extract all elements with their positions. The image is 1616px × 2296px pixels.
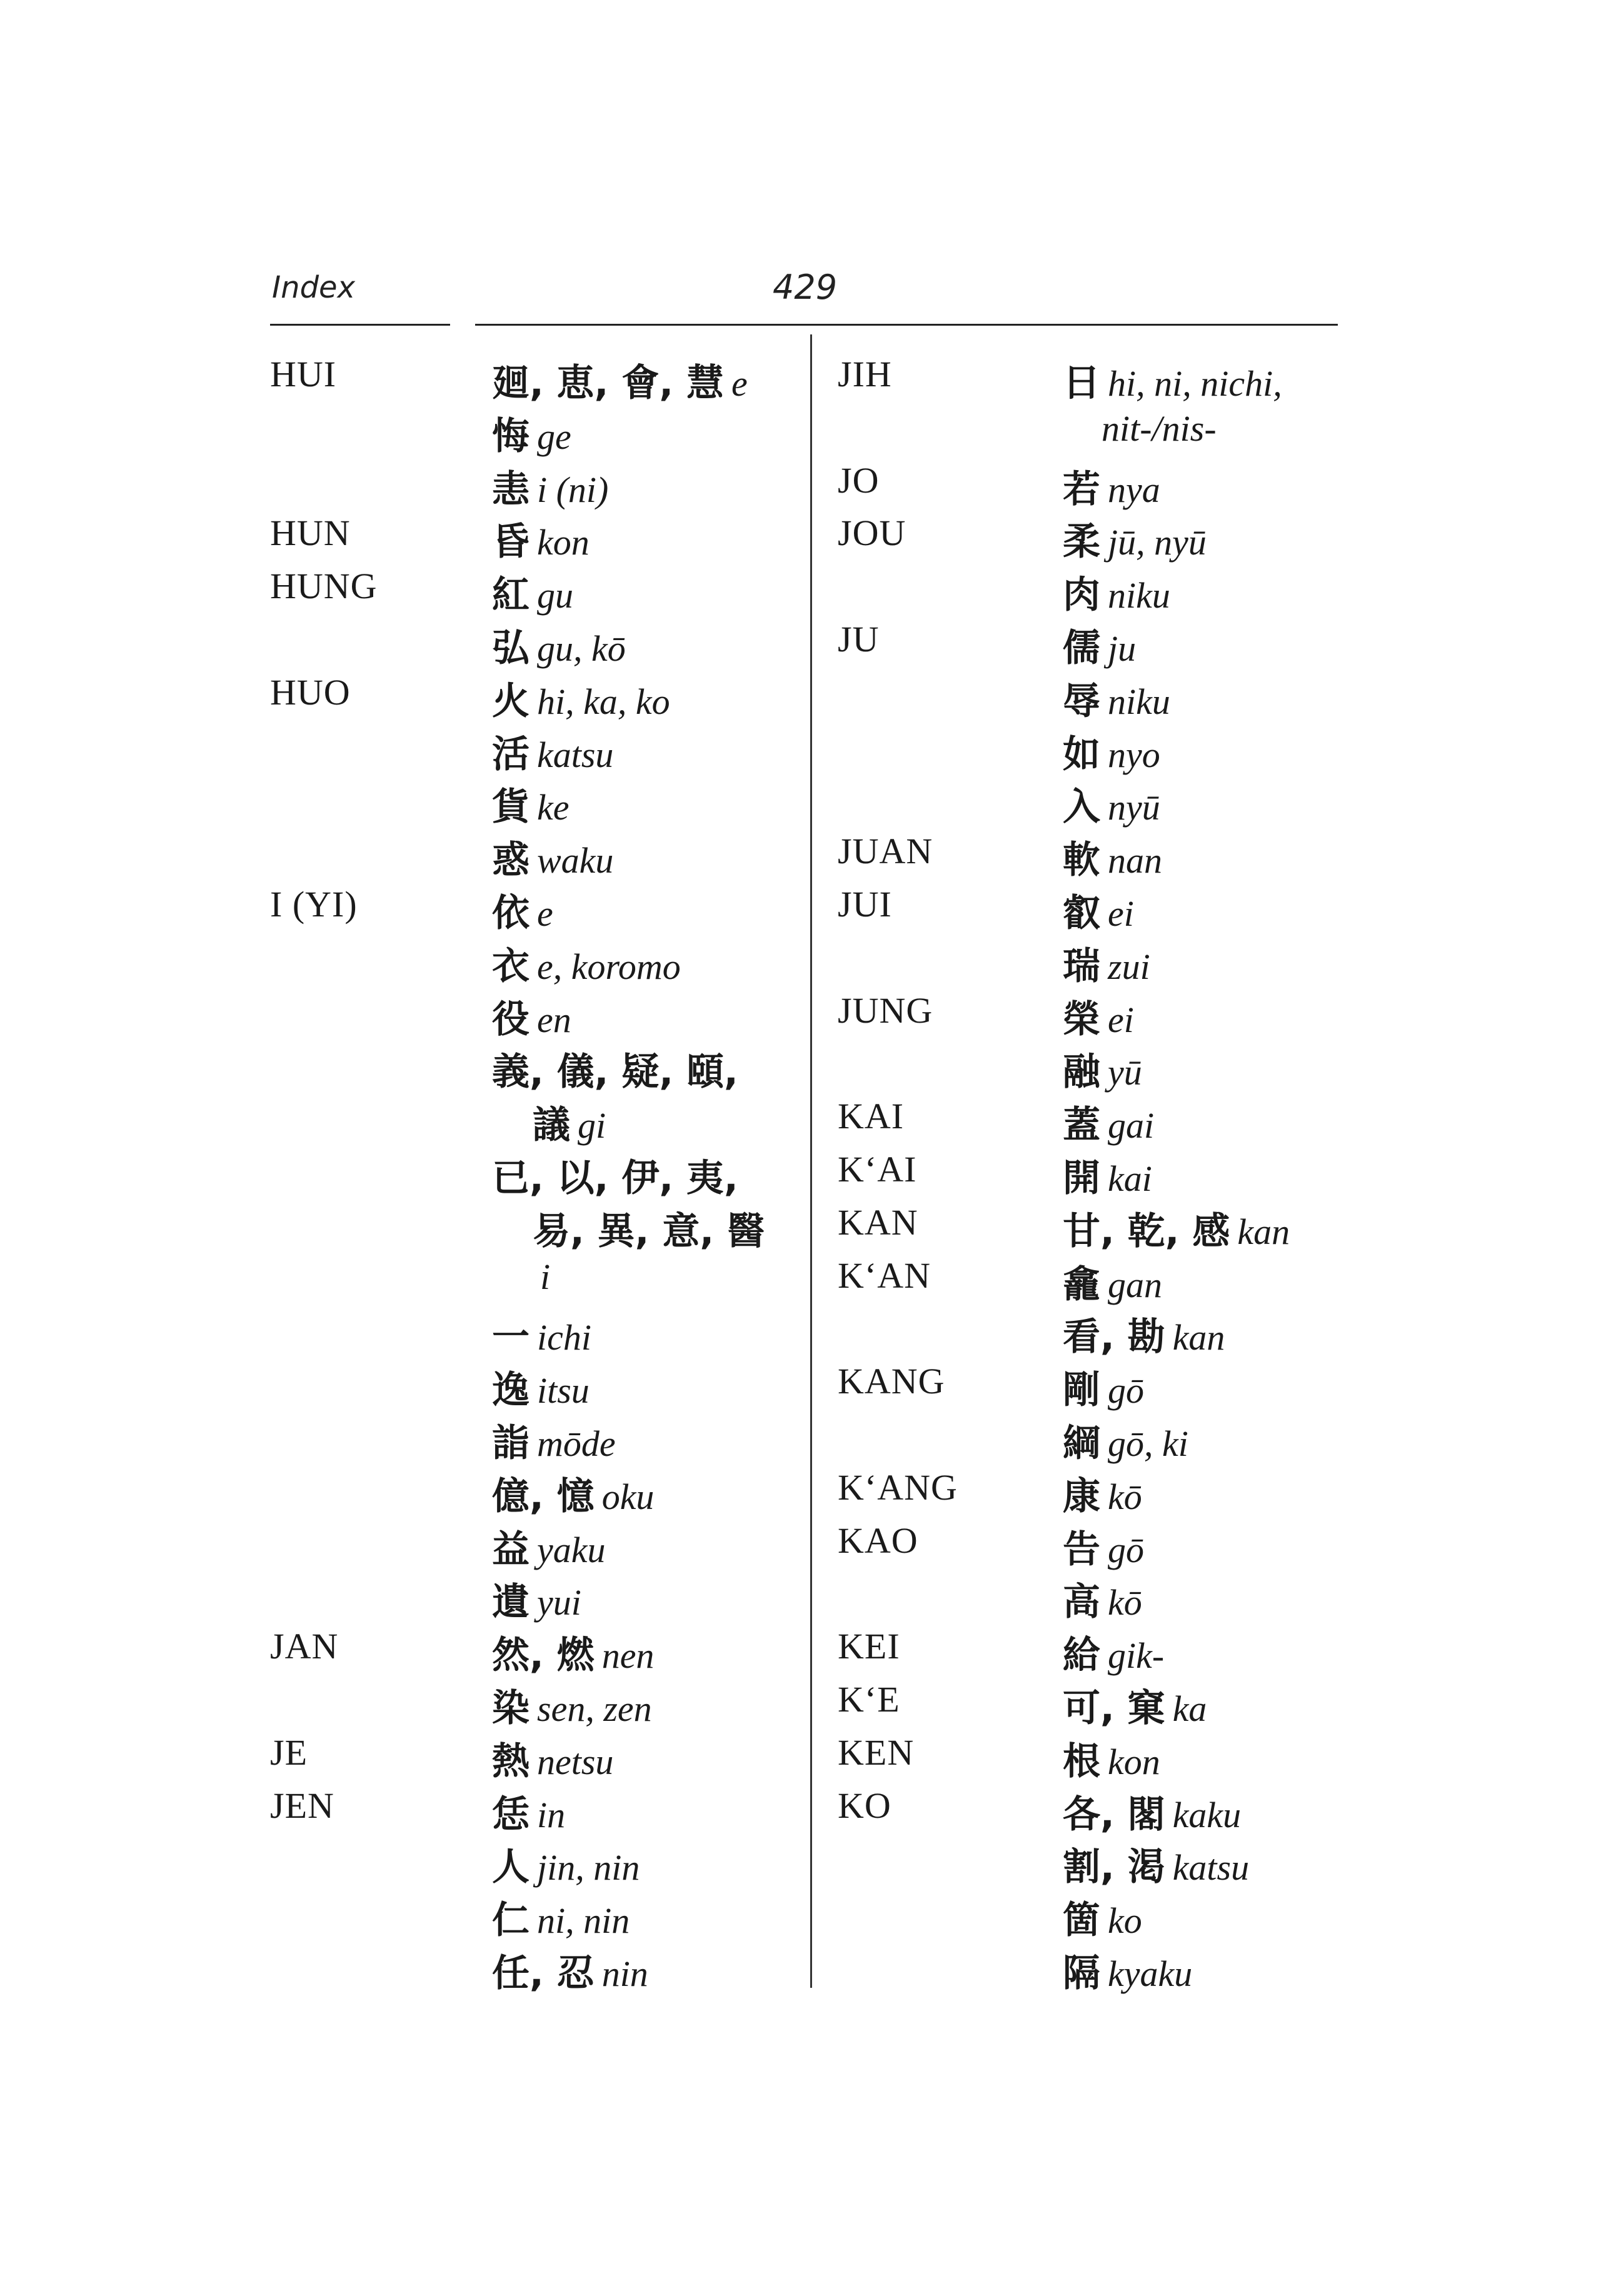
kanji-characters: 活 <box>492 733 529 776</box>
entry-text <box>1063 618 1136 672</box>
kanji-characters: 役 <box>492 998 529 1041</box>
japanese-reading: netsu <box>537 1742 614 1782</box>
kanji-characters: 割, 渇 <box>1063 1845 1165 1889</box>
syllable-heading: K‘E <box>838 1679 900 1720</box>
japanese-reading: nyo <box>1108 734 1160 775</box>
kanji-characters: 融 <box>1063 1050 1100 1094</box>
running-header-label: Index <box>272 270 355 305</box>
kanji-characters: 如 <box>1063 733 1100 776</box>
entry-text <box>1063 990 1134 1043</box>
japanese-reading: in <box>537 1795 566 1835</box>
entry-text <box>492 724 613 778</box>
entry-text <box>492 1572 581 1626</box>
kanji-characters: 染 <box>492 1687 529 1730</box>
entry-text <box>1063 1943 1192 1997</box>
syllable-heading: HUNG <box>270 566 378 606</box>
syllable-heading: HUI <box>270 354 337 394</box>
japanese-reading: nin <box>601 1953 648 1994</box>
japanese-reading: nan <box>1108 840 1162 881</box>
syllable-heading: JU <box>838 619 880 659</box>
entry-text <box>1063 936 1150 990</box>
japanese-reading: kyaku <box>1108 1953 1193 1994</box>
entry-text <box>1063 565 1170 619</box>
entry-text <box>492 512 590 566</box>
japanese-reading: niku <box>1108 575 1170 616</box>
entry-text <box>1094 406 1217 450</box>
syllable-heading: KEN <box>838 1732 915 1773</box>
kanji-characters: 廻, 恵, 會, 慧 <box>492 361 725 405</box>
japanese-reading: kaku <box>1172 1795 1242 1835</box>
entry-text <box>492 353 748 407</box>
kanji-characters: 益 <box>492 1528 529 1572</box>
entry-text <box>1063 883 1134 937</box>
kanji-characters: 熱 <box>492 1740 529 1783</box>
japanese-reading: ju <box>1108 628 1137 669</box>
japanese-reading: jū, nyū <box>1108 522 1207 563</box>
kanji-characters: 根 <box>1063 1740 1100 1783</box>
entry-text <box>1063 1201 1290 1255</box>
entry-text <box>492 990 571 1043</box>
entry-text <box>492 1943 648 1997</box>
kanji-characters: 仁 <box>492 1898 529 1942</box>
japanese-reading: gu <box>537 575 573 616</box>
kanji-characters: 議 <box>533 1103 570 1147</box>
kanji-characters: 日 <box>1063 361 1100 405</box>
entry-text <box>1063 777 1160 831</box>
entry-text <box>1063 1042 1142 1096</box>
japanese-reading: gō <box>1108 1370 1144 1411</box>
syllable-heading: JE <box>270 1732 308 1773</box>
entry-text <box>533 1201 772 1255</box>
kanji-characters: 遺 <box>492 1580 529 1624</box>
entry-text <box>492 671 670 725</box>
japanese-reading: kō <box>1108 1582 1142 1623</box>
japanese-reading: gai <box>1108 1105 1155 1146</box>
entry-text <box>492 1148 746 1202</box>
syllable-heading: JUI <box>838 884 892 925</box>
syllable-heading: KAN <box>838 1202 918 1243</box>
entry-text <box>1063 1360 1144 1414</box>
kanji-characters: 軟 <box>1063 838 1100 882</box>
entry-text <box>1063 830 1162 884</box>
kanji-characters: 逸 <box>492 1368 529 1412</box>
japanese-reading: jin, nin <box>537 1847 640 1888</box>
kanji-characters: 榮 <box>1063 998 1100 1041</box>
japanese-reading: e <box>731 363 748 404</box>
kanji-characters: 給 <box>1063 1633 1100 1677</box>
entry-text <box>1063 724 1160 778</box>
page-number: 429 <box>773 268 838 307</box>
japanese-reading: kon <box>1108 1742 1160 1782</box>
kanji-characters: 隔 <box>1063 1952 1100 1995</box>
syllable-heading: KAO <box>838 1520 918 1561</box>
kanji-characters: 箇 <box>1063 1898 1100 1942</box>
entry-text <box>1063 459 1160 513</box>
entry-text <box>1063 353 1282 407</box>
japanese-reading: oku <box>601 1476 655 1517</box>
entry-text <box>492 1837 640 1891</box>
kanji-characters: 瑞 <box>1063 945 1100 988</box>
kanji-characters: 已, 以, 伊, 夷, <box>492 1156 738 1200</box>
entry-text <box>533 1095 606 1149</box>
syllable-heading: KO <box>838 1785 891 1826</box>
kanji-characters: 入 <box>1063 785 1100 829</box>
entry-text <box>533 1255 550 1298</box>
entry-text <box>492 618 626 672</box>
kanji-characters: 可, 窠 <box>1063 1687 1165 1730</box>
japanese-reading: ichi <box>537 1317 591 1358</box>
kanji-characters: 紅 <box>492 573 529 617</box>
entry-text <box>1063 512 1207 566</box>
syllable-heading: JIH <box>838 354 892 394</box>
japanese-reading: yū <box>1108 1052 1142 1093</box>
japanese-reading: niku <box>1108 681 1170 722</box>
syllable-heading: K‘ANG <box>838 1467 958 1508</box>
entry-text <box>492 1466 654 1520</box>
syllable-heading: KAI <box>838 1096 905 1136</box>
kanji-characters: 剛 <box>1063 1368 1100 1412</box>
kanji-characters: 火 <box>492 679 529 723</box>
japanese-reading: ei <box>1108 893 1134 934</box>
japanese-reading: nen <box>601 1635 655 1676</box>
japanese-reading: sen, zen <box>537 1688 652 1729</box>
entry-text <box>492 459 608 513</box>
kanji-characters: 辱 <box>1063 679 1100 723</box>
entry-text <box>492 1732 613 1785</box>
entry-text <box>1063 1572 1142 1626</box>
japanese-reading: zui <box>1108 946 1150 987</box>
japanese-reading: ge <box>537 416 571 457</box>
kanji-characters: 昏 <box>492 520 529 564</box>
kanji-characters: 然, 燃 <box>492 1633 595 1677</box>
japanese-reading: gan <box>1108 1265 1162 1305</box>
entry-text <box>492 1413 616 1467</box>
entry-text <box>492 777 570 831</box>
kanji-characters: 龕 <box>1063 1263 1100 1306</box>
japanese-reading: nit-/nis- <box>1102 408 1217 449</box>
kanji-characters: 衣 <box>492 945 529 988</box>
entry-text <box>492 565 573 619</box>
kanji-characters: 弘 <box>492 626 529 670</box>
kanji-characters: 各, 閣 <box>1063 1793 1165 1837</box>
japanese-reading: yui <box>537 1582 581 1623</box>
syllable-heading: K‘AN <box>838 1255 931 1296</box>
japanese-reading: gi <box>578 1105 606 1146</box>
entry-text <box>1063 1732 1160 1785</box>
japanese-reading: i <box>540 1256 551 1297</box>
kanji-characters: 貨 <box>492 785 529 829</box>
japanese-reading: yaku <box>537 1530 606 1570</box>
japanese-reading: kon <box>537 522 590 563</box>
kanji-characters: 叡 <box>1063 891 1100 935</box>
kanji-characters: 一 <box>492 1315 529 1359</box>
kanji-characters: 開 <box>1063 1156 1100 1200</box>
syllable-heading: KANG <box>838 1361 945 1401</box>
entry-text <box>1063 1678 1207 1732</box>
entry-text <box>492 1890 630 1944</box>
header-rule-right <box>475 324 1338 326</box>
syllable-heading: JAN <box>270 1626 339 1667</box>
japanese-reading: kan <box>1172 1317 1225 1358</box>
kanji-characters: 依 <box>492 891 529 935</box>
entry-text <box>1063 1413 1188 1467</box>
entry-text <box>492 1785 565 1838</box>
syllable-heading: HUO <box>270 672 351 713</box>
kanji-characters: 任, 忍 <box>492 1952 595 1995</box>
kanji-characters: 恁 <box>492 1793 529 1837</box>
entry-text <box>492 1307 591 1361</box>
entry-text <box>1063 671 1170 725</box>
entry-text <box>492 1625 654 1679</box>
entry-text <box>492 1360 590 1414</box>
kanji-characters: 惑 <box>492 838 529 882</box>
japanese-reading: hi, ka, ko <box>537 681 670 722</box>
kanji-characters: 康 <box>1063 1475 1100 1518</box>
japanese-reading: hi, ni, nichi, <box>1108 363 1282 404</box>
kanji-characters: 億, 憶 <box>492 1475 595 1518</box>
japanese-reading: nyū <box>1108 787 1160 828</box>
kanji-characters: 詣 <box>492 1421 529 1465</box>
entry-text <box>492 883 553 937</box>
kanji-characters: 悔 <box>492 414 529 458</box>
syllable-heading: JOU <box>838 513 906 553</box>
syllable-heading: HUN <box>270 513 351 553</box>
entry-text <box>1063 1520 1144 1573</box>
syllable-heading: JO <box>838 460 880 501</box>
japanese-reading: ei <box>1108 1000 1134 1040</box>
kanji-characters: 儒 <box>1063 626 1100 670</box>
header-rule-left <box>270 324 450 326</box>
entry-text <box>1063 1625 1164 1679</box>
japanese-reading: ko <box>1108 1900 1142 1941</box>
kanji-characters: 若 <box>1063 468 1100 511</box>
japanese-reading: gu, kō <box>537 628 626 669</box>
japanese-reading: gik- <box>1108 1635 1165 1676</box>
japanese-reading: mōde <box>537 1423 616 1464</box>
entry-text <box>1063 1890 1142 1944</box>
entry-text <box>1063 1255 1162 1308</box>
kanji-characters: 易, 異, 意, 醫 <box>533 1210 765 1253</box>
kanji-characters: 肉 <box>1063 573 1100 617</box>
kanji-characters: 高 <box>1063 1580 1100 1624</box>
japanese-reading: nya <box>1108 469 1160 510</box>
column-divider <box>810 334 812 1988</box>
kanji-characters: 恚 <box>492 468 529 511</box>
kanji-characters: 人 <box>492 1845 529 1889</box>
entry-text <box>1063 1837 1249 1891</box>
entry-text <box>492 830 613 884</box>
japanese-reading: katsu <box>537 734 614 775</box>
kanji-characters: 看, 勘 <box>1063 1315 1165 1359</box>
syllable-heading: K‘AI <box>838 1149 917 1190</box>
entry-text <box>492 1042 746 1096</box>
japanese-reading: gō, ki <box>1108 1423 1188 1464</box>
syllable-heading: JUAN <box>838 831 933 871</box>
japanese-reading: kai <box>1108 1158 1152 1199</box>
japanese-reading: kan <box>1237 1211 1290 1252</box>
japanese-reading: i (ni) <box>537 469 609 510</box>
japanese-reading: e <box>537 893 553 934</box>
entry-text <box>1063 1148 1152 1202</box>
syllable-heading: JUNG <box>838 990 933 1031</box>
kanji-characters: 柔 <box>1063 520 1100 564</box>
entry-text <box>1063 1466 1142 1520</box>
entry-text <box>492 406 571 460</box>
japanese-reading: en <box>537 1000 571 1040</box>
kanji-characters: 義, 儀, 疑, 頤, <box>492 1050 738 1094</box>
entry-text <box>1063 1095 1154 1149</box>
syllable-heading: I (YI) <box>270 884 358 925</box>
entry-text <box>492 936 681 990</box>
entry-text <box>492 1520 606 1573</box>
japanese-reading: kō <box>1108 1476 1142 1517</box>
kanji-characters: 甘, 乾, 感 <box>1063 1210 1230 1253</box>
japanese-reading: katsu <box>1172 1847 1250 1888</box>
japanese-reading: waku <box>537 840 614 881</box>
japanese-reading: itsu <box>537 1370 590 1411</box>
japanese-reading: ka <box>1172 1688 1207 1729</box>
entry-text <box>1063 1785 1241 1838</box>
kanji-characters: 綱 <box>1063 1421 1100 1465</box>
japanese-reading: e, koromo <box>537 946 681 987</box>
japanese-reading: gō <box>1108 1530 1144 1570</box>
syllable-heading: KEI <box>838 1626 900 1667</box>
kanji-characters: 蓋 <box>1063 1103 1100 1147</box>
syllable-heading: JEN <box>270 1785 334 1826</box>
japanese-reading: ni, nin <box>537 1900 630 1941</box>
entry-text <box>1063 1307 1225 1361</box>
entry-text <box>492 1678 652 1732</box>
japanese-reading: ke <box>537 787 570 828</box>
kanji-characters: 告 <box>1063 1528 1100 1572</box>
